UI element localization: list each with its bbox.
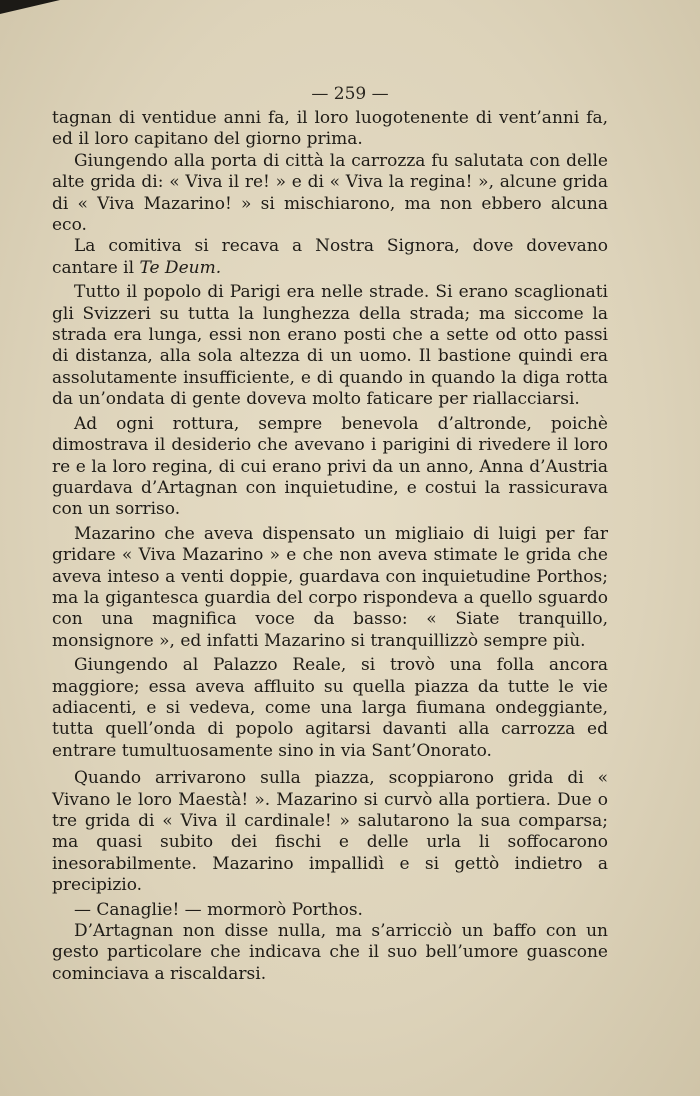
paragraph-10: D’Artagnan non disse nulla, ma s’arricciò un baffo con un gesto particolare che indicava che il suo bell’umore guascone cominciava a riscaldarsi. xyxy=(52,921,608,984)
dark-corner xyxy=(0,0,60,14)
paragraph-9: — Canaglie! — mormorò Porthos. xyxy=(74,899,363,920)
paragraph-1: tagnan di ventidue anni fa, il loro luogotenente di vent’anni fa, ed il loro capitano del giorno prima. xyxy=(52,108,608,150)
paragraph-3-text: La comitiva si recava a Nostra Signora, dove dovevano cantare il xyxy=(52,236,608,278)
paragraph-3 xyxy=(52,236,608,279)
paragraph-3-italic: Te Deum. xyxy=(139,257,222,278)
paragraph-6: Mazarino che aveva dispensato un migliaio di luigi per far gridare « Viva Mazarino » e che non aveva stimate le grida che aveva inteso a venti doppie, guardava con inquietudine Porthos; ma la gigantesca guardia del corpo rispondeva a quello sguardo con una magnifica voce da basso: « Siate tranquillo, monsignore », ed infatti Mazarino si tranquillizzò sempre più. xyxy=(52,523,608,651)
paragraph-5: Ad ogni rottura, sempre benevola d’altronde, poichè dimostrava il desiderio che avevano i parigini di rivedere il loro re e la loro regina, di cui erano privi da un anno, Anna d’Austria guardava d’Artagnan con inquietudine, e costui la rassicurava con un sorriso. xyxy=(52,413,608,520)
paragraph-4: Tutto il popolo di Parigi era nelle strade. Si erano scaglionati gli Svizzeri su tutta la lunghezza della strada; ma siccome la strada era lunga, essi non erano posti che a sette od otto passi di distanza, alla sola altezza di un uomo. Il bastione quindi era assolutamente insufficiente, e di quando in quando la diga rotta da un’ondata di gente doveva molto faticare per riallacciarsi. xyxy=(52,282,608,410)
paragraph-8: Quando arrivarono sulla piazza, scoppiarono grida di « Vivano le loro Maestà! ». Mazarino si curvò alla portiera. Due o tre grida di « Viva il cardinale! » salutarono la sua comparsa; ma quasi subito dei fischi e delle urla li soffocarono inesorabilmente. Mazarino impallidì e si gettò indietro a precipizio. xyxy=(52,768,608,896)
page-number: — 259 — xyxy=(311,84,389,104)
body-text xyxy=(52,108,608,985)
paragraph-7: Giungendo al Palazzo Reale, si trovò una folla ancora maggiore; essa aveva affluito su quella piazza da tutte le vie adiacenti, e si vedeva, come una larga fiumana ondeggiante, tutta quell’onda di popolo agitarsi davanti alla carrozza ed entrare tumultuosamente sino in via Sant’Onorato. xyxy=(52,655,608,761)
paragraph-2: Giungendo alla porta di città la carrozza fu salutata con delle alte grida di: « Viva il re! » e di « Viva la regina! », alcune grida di « Viva Mazarino! » si mischiarono, ma non ebbero alcuna eco. xyxy=(52,150,608,236)
